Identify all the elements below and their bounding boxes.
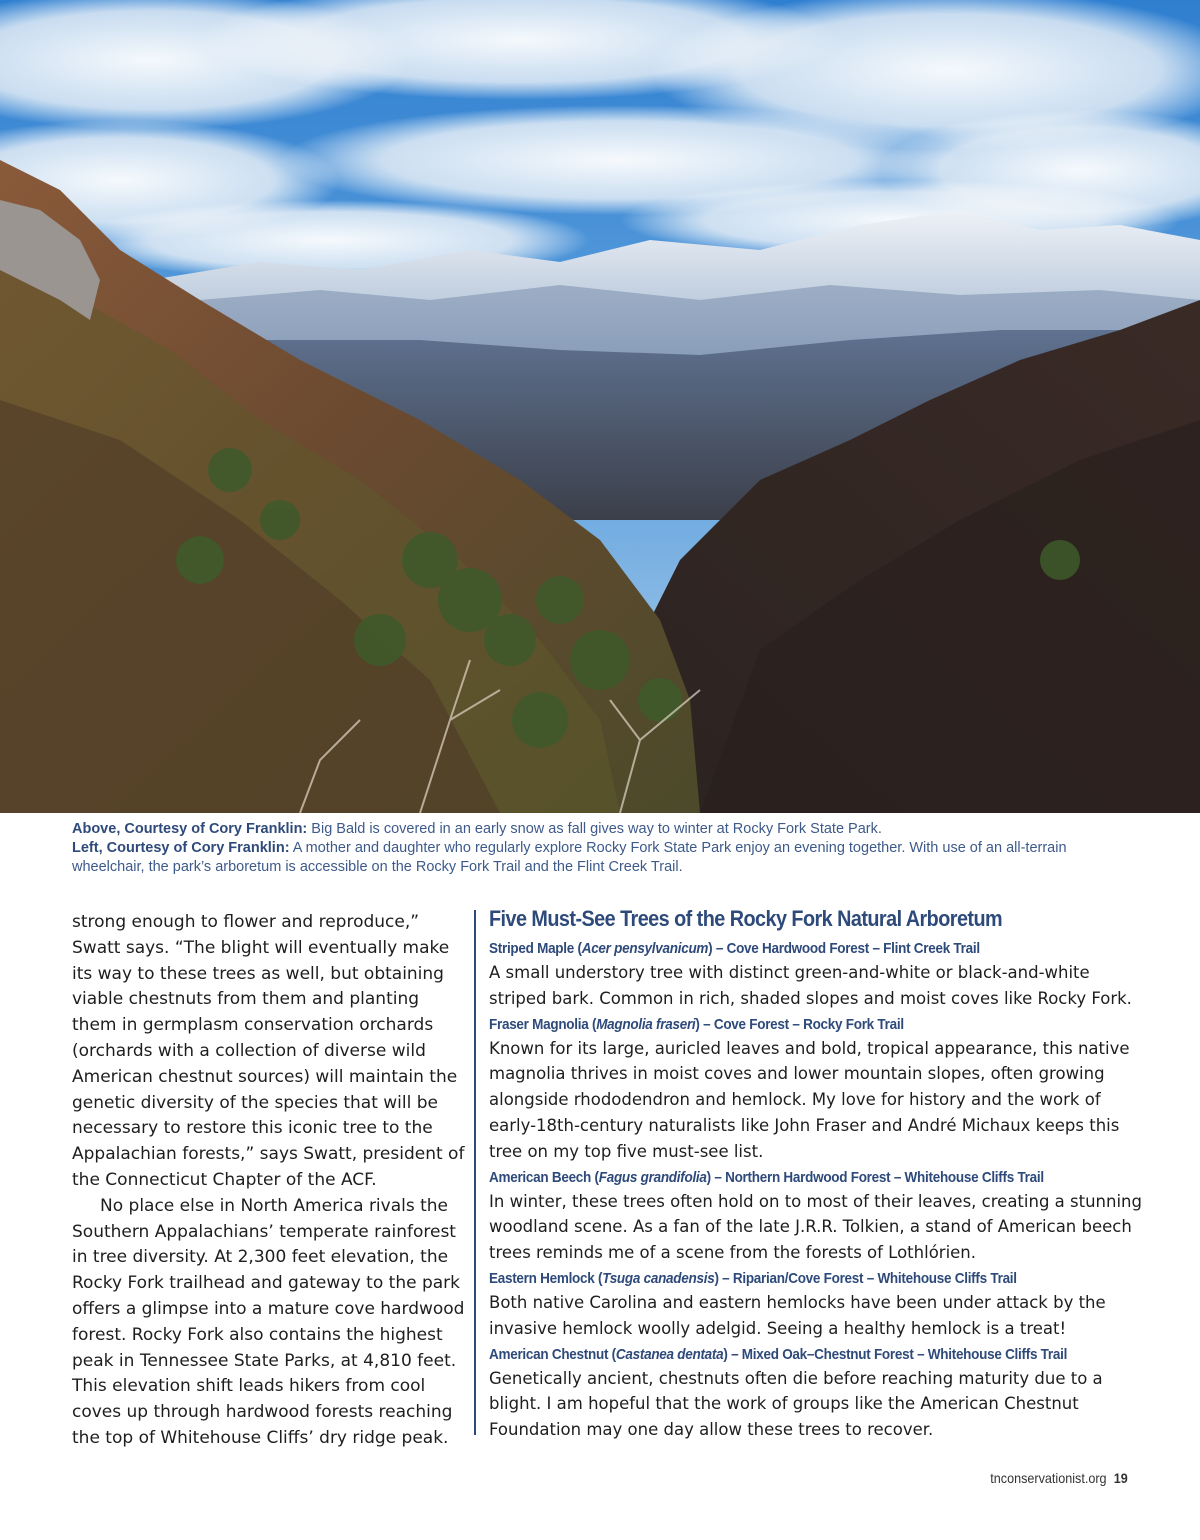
tree-heading xyxy=(489,1344,1083,1366)
caption-left xyxy=(72,839,1132,877)
tree-habitat-trail: ) – Cove Forest – Rocky Fork Trail xyxy=(695,1015,904,1033)
tree-latin-name: Magnolia fraseri xyxy=(596,1015,696,1033)
tree-description: Both native Carolina and eastern hemlocks have been under attack by the invasive hemlock woolly adelgid. Seeing a healthy hemlock is a treat! xyxy=(489,1292,1106,1338)
column-divider xyxy=(474,910,476,1435)
tree-habitat-trail: ) – Northern Hardwood Forest – Whitehouse Cliffs Trail xyxy=(706,1168,1044,1186)
article-column xyxy=(72,910,467,1452)
website-url: tnconservationist.org xyxy=(990,1470,1107,1486)
tree-sidebar xyxy=(489,906,1149,1445)
tree-common-name: American Beech ( xyxy=(489,1168,599,1186)
caption-above-text: Big Bald is covered in an early snow as fall gives way to winter at Rocky Fork State Park. xyxy=(311,821,882,837)
article-paragraph-2: No place else in North America rivals the Southern Appalachians’ temperate rainforest in tree diversity. At 2,300 feet elevation, the Rocky Fork trailhead and gateway to the park offers a glimpse into a mature cove hardwood forest. Rocky Fork also contains the highest peak in Tennessee State Parks, at 4,810 feet. This elevation shift leads hikers from cool coves up through hardwood forests reaching the top of Whitehouse Cliffs’ dry ridge peak. xyxy=(72,1195,465,1448)
tree-habitat-trail: ) – Cove Hardwood Forest – Flint Creek Trail xyxy=(708,940,980,957)
caption-above xyxy=(72,820,1132,839)
tree-common-name: American Chestnut ( xyxy=(489,1345,616,1363)
tree-common-name: Eastern Hemlock ( xyxy=(489,1269,603,1287)
tree-heading xyxy=(489,1268,1083,1290)
tree-common-name: Fraser Magnolia ( xyxy=(489,1015,597,1033)
tree-common-name: Striped Maple ( xyxy=(489,940,582,957)
tree-description: In winter, these trees often hold on to most of their leaves, creating a stunning woodland scene. As a fan of the late J.R.R. Tolkien, a stand of American beech trees reminds me of a scene from the forests of Lothlórien. xyxy=(489,1191,1142,1263)
caption-left-text: A mother and daughter who regularly explore Rocky Fork State Park enjoy an evening together. With use of an all-terrain wheelchair, the park’s arboretum is accessible on the Rocky Fork Trail and the Flint Creek Trail. xyxy=(72,840,1067,875)
tree-heading xyxy=(489,1167,1083,1189)
article-paragraph-1: strong enough to flower and reproduce,” Swatt says. “The blight will eventually make its way to these trees as well, but obtaining viable chestnuts from them and planting them in germplasm conservation orchards (orchards with a collection of diverse wild American chestnut sources) will maintain the genetic diversity of the species that will be necessary to restore this iconic tree to the Appalachian forests,” says Swatt, president of the Connecticut Chapter of the ACF. xyxy=(72,912,465,1190)
tree-habitat-trail: ) – Riparian/Cove Forest – Whitehouse Cliffs Trail xyxy=(714,1269,1017,1287)
tree-latin-name: Acer pensylvanicum xyxy=(581,940,709,957)
tree-habitat-trail: ) – Mixed Oak–Chestnut Forest – Whitehouse Cliffs Trail xyxy=(723,1345,1068,1363)
tree-description: Known for its large, auricled leaves and bold, tropical appearance, this native magnolia thrives in moist coves and lower mountain slopes, often growing alongside rhododendron and hemlock. My love for history and the work of early-18th-century naturalists like John Fraser and André Michaux keeps this tree on my top five must-see list. xyxy=(489,1038,1130,1161)
sidebar-title: Five Must-See Trees of the Rocky Fork Natural Arboretum xyxy=(489,906,1003,931)
photo-captions xyxy=(72,820,1132,877)
caption-above-credit: Above, Courtesy of Cory Franklin: xyxy=(72,821,308,837)
page-footer xyxy=(991,1470,1128,1486)
tree-latin-name: Tsuga canadensis xyxy=(602,1269,715,1287)
tree-heading xyxy=(489,938,1083,960)
tree-latin-name: Castanea dentata xyxy=(615,1345,724,1363)
caption-left-credit: Left, Courtesy of Cory Franklin: xyxy=(72,840,290,856)
tree-description: A small understory tree with distinct green-and-white or black-and-white striped bark. Common in rich, shaded slopes and moist coves like Rocky Fork. xyxy=(489,963,1132,1008)
page-number: 19 xyxy=(1113,1470,1128,1486)
tree-description: Genetically ancient, chestnuts often die before reaching maturity due to a blight. I am hopeful that the work of groups like the American Chestnut Foundation may one day allow these trees to recover. xyxy=(489,1368,1103,1440)
tree-heading xyxy=(489,1014,1083,1036)
tree-latin-name: Fagus grandifolia xyxy=(598,1168,707,1186)
